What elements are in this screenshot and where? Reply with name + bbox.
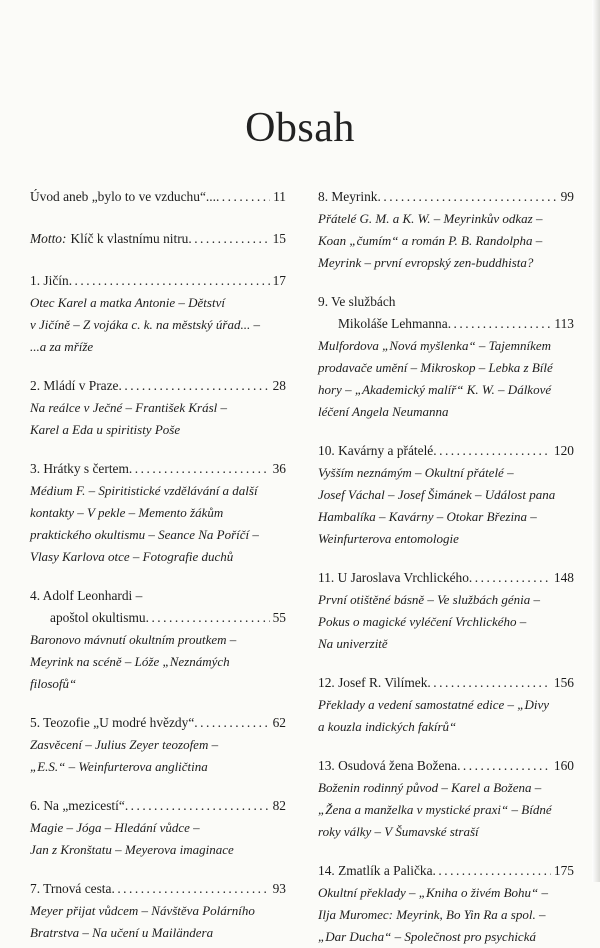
entry-subtopics: Okultní překlady – „Kniha o živém Bohu“ – bbox=[318, 885, 549, 900]
entry-title: 10. Kavárny a přátelé bbox=[318, 443, 434, 458]
entry-title-line bbox=[30, 795, 286, 817]
entry-subtopics: Boženin rodinný původ – Karel a Božena – bbox=[318, 780, 542, 795]
entry-title: 9. Ve službách bbox=[318, 294, 396, 309]
entry-subtopics: „Žena a manželka v mystické praxi“ – Bídné bbox=[318, 802, 552, 817]
page-number: 120 bbox=[553, 443, 574, 458]
entry-subtopics: ...a za mříže bbox=[30, 339, 94, 354]
toc-entry[interactable] bbox=[30, 270, 286, 358]
entry-title: Úvod aneb „bylo to ve vzduchu“... bbox=[30, 189, 216, 204]
entry-title-line bbox=[30, 712, 286, 734]
toc-entry[interactable] bbox=[30, 228, 286, 250]
dot-leader bbox=[433, 860, 551, 882]
entry-subtopics: filosofů“ bbox=[30, 676, 77, 691]
page-number: 55 bbox=[272, 610, 286, 625]
entry-subtopics: První otištěné básně – Ve službách génia – bbox=[318, 592, 541, 607]
entry-subtopics: Karel a Eda u spiritisty Poše bbox=[30, 422, 181, 437]
entry-subtopics: Koan „čumím“ a román P. B. Randolpha – bbox=[318, 233, 543, 248]
entry-title-line bbox=[318, 186, 574, 208]
page-number: 36 bbox=[272, 461, 286, 476]
page-number: 113 bbox=[554, 316, 574, 331]
page-number: 15 bbox=[272, 231, 286, 246]
entry-title: 5. Teozofie „U modré hvězdy“ bbox=[30, 715, 195, 730]
entry-title: 14. Zmatlík a Palička bbox=[318, 863, 433, 878]
entry-title: 8. Meyrink bbox=[318, 189, 378, 204]
page-number: 93 bbox=[272, 881, 286, 896]
entry-title-continued: Mikoláše Lehmanna bbox=[338, 316, 448, 331]
entry-title: 12. Josef R. Vilímek bbox=[318, 675, 428, 690]
entry-subtopics: Vyšším neznámým – Okultní přátelé – bbox=[318, 465, 514, 480]
entry-title-line bbox=[318, 440, 574, 462]
entry-title: 6. Na „mezicestí“ bbox=[30, 798, 125, 813]
dot-leader bbox=[427, 672, 550, 694]
entry-subtopics: Josef Váchal – Josef Šimánek – Událost pana bbox=[318, 487, 556, 502]
entry-subtopics: Médium F. – Spiritistické vzdělávání a další bbox=[30, 483, 258, 498]
dot-leader bbox=[448, 313, 552, 335]
entry-subtopics: roky války – V Šumavské straší bbox=[318, 824, 479, 839]
entry-subtopics: Ilja Muromec: Meyrink, Bo Yin Ra a spol. – bbox=[318, 907, 546, 922]
entry-title-line bbox=[318, 313, 574, 335]
entry-title-line bbox=[318, 672, 574, 694]
toc-entry[interactable] bbox=[30, 795, 286, 861]
toc-column-left bbox=[30, 186, 286, 944]
entry-title: 2. Mládí v Praze bbox=[30, 378, 119, 393]
entry-subtopics: kontakty – V pekle – Memento žákům bbox=[30, 505, 224, 520]
dot-leader bbox=[125, 795, 270, 817]
entry-subtopics: Meyer přijat vůdcem – Návštěva Polárního bbox=[30, 903, 255, 918]
entry-title-continued: apoštol okultismu bbox=[50, 610, 146, 625]
entry-title-line bbox=[30, 270, 286, 292]
entry-title: 13. Osudová žena Božena bbox=[318, 758, 458, 773]
page-number: 17 bbox=[272, 273, 286, 288]
dot-leader bbox=[457, 755, 551, 777]
entry-title: 1. Jičín bbox=[30, 273, 69, 288]
dot-leader bbox=[433, 440, 551, 462]
entry-subtopics: Hambalíka – Kavárny – Otokar Březina – bbox=[318, 509, 537, 524]
page-number: 175 bbox=[553, 863, 574, 878]
toc-entry[interactable] bbox=[318, 291, 574, 423]
dot-leader bbox=[129, 458, 270, 480]
entry-subtopics: Na reálce v Ječné – František Krásl – bbox=[30, 400, 227, 415]
entry-subtopics: Jan z Kronštatu – Meyerova imaginace bbox=[30, 842, 234, 857]
page-number: 156 bbox=[553, 675, 574, 690]
page-title: Obsah bbox=[245, 105, 355, 152]
entry-subtopics: Vlasy Karlova otce – Fotografie duchů bbox=[30, 549, 234, 564]
page-number: 160 bbox=[553, 758, 574, 773]
entry-subtopics: prodavače umění – Mikroskop – Lebka z Bílé bbox=[318, 360, 553, 375]
toc-entry[interactable] bbox=[30, 458, 286, 568]
toc-entry[interactable] bbox=[30, 878, 286, 944]
page-number: 62 bbox=[272, 715, 286, 730]
toc-entry[interactable] bbox=[30, 186, 286, 208]
dot-leader bbox=[216, 186, 270, 208]
entry-subtopics: Bratrstva – Na učení u Mailändera bbox=[30, 925, 214, 940]
dot-leader bbox=[378, 186, 558, 208]
toc-entry[interactable] bbox=[30, 585, 286, 695]
entry-subtopics: Mulfordova „Nová myšlenka“ – Tajemníkem bbox=[318, 338, 552, 353]
entry-subtopics: Baronovo mávnutí okultním proutkem – bbox=[30, 632, 237, 647]
entry-subtopics: „Dar Ducha“ – Společnost pro psychická bbox=[318, 929, 536, 944]
entry-subtopics: Na univerzitě bbox=[318, 636, 388, 651]
motto-label: Motto: bbox=[30, 231, 67, 246]
entry-title-line bbox=[318, 755, 574, 777]
entry-subtopics: hory – „Akademický malíř“ K. W. – Dálkové bbox=[318, 382, 552, 397]
entry-subtopics: Pokus o magické vyléčení Vrchlického – bbox=[318, 614, 527, 629]
dot-leader bbox=[119, 375, 270, 397]
page-number: 99 bbox=[560, 189, 574, 204]
entry-subtopics: Meyrink na scéně – Lóže „Neznámých bbox=[30, 654, 230, 669]
entry-subtopics: Přátelé G. M. a K. W. – Meyrinkův odkaz – bbox=[318, 211, 543, 226]
entry-subtopics: „E.S.“ – Weinfurterova angličtina bbox=[30, 759, 208, 774]
toc-entry[interactable] bbox=[318, 860, 574, 948]
toc-column-right bbox=[318, 186, 574, 948]
entry-subtopics: v Jičíně – Z vojáka c. k. na městský úřad... – bbox=[30, 317, 260, 332]
toc-entry[interactable] bbox=[30, 375, 286, 441]
toc-entry[interactable] bbox=[30, 712, 286, 778]
entry-title-line bbox=[30, 228, 286, 250]
toc-entry[interactable] bbox=[318, 567, 574, 655]
entry-subtopics: Meyrink – první evropský zen-buddhista? bbox=[318, 255, 534, 270]
dot-leader bbox=[469, 567, 551, 589]
entry-subtopics: Weinfurterova entomologie bbox=[318, 531, 459, 546]
entry-subtopics: Magie – Jóga – Hledání vůdce – bbox=[30, 820, 200, 835]
dot-leader bbox=[194, 712, 269, 734]
page-number: 148 bbox=[553, 570, 574, 585]
entry-title-line bbox=[318, 567, 574, 589]
page-number: 82 bbox=[272, 798, 286, 813]
toc-entry[interactable] bbox=[318, 755, 574, 843]
entry-subtopics: praktického okultismu – Seance Na Poříčí – bbox=[30, 527, 259, 542]
entry-title-line bbox=[30, 458, 286, 480]
entry-title: 7. Trnová cesta bbox=[30, 881, 112, 896]
entry-title: 4. Adolf Leonhardi – bbox=[30, 588, 143, 603]
dot-leader bbox=[111, 878, 269, 900]
entry-subtopics: a kouzla indických fakírů“ bbox=[318, 719, 457, 734]
entry-title-line bbox=[30, 186, 286, 208]
entry-title-line bbox=[30, 878, 286, 900]
toc-entry[interactable] bbox=[318, 186, 574, 274]
toc-entry[interactable] bbox=[318, 672, 574, 738]
page-number: 28 bbox=[272, 378, 286, 393]
entry-title: 11. U Jaroslava Vrchlického bbox=[318, 570, 469, 585]
dot-leader bbox=[69, 270, 270, 292]
entry-title-line bbox=[30, 607, 286, 629]
page-number: 11 bbox=[273, 189, 286, 204]
entry-title-line bbox=[318, 860, 574, 882]
entry-subtopics: Zasvěcení – Julius Zeyer teozofem – bbox=[30, 737, 219, 752]
entry-title: 3. Hrátky s čertem bbox=[30, 461, 129, 476]
dot-leader bbox=[146, 607, 270, 629]
entry-title-line bbox=[30, 375, 286, 397]
entry-subtopics: Překlady a vedení samostatné edice – „Divy bbox=[318, 697, 550, 712]
entry-subtopics: Otec Karel a matka Antonie – Dětství bbox=[30, 295, 225, 310]
entry-title: Klíč k vlastnímu nitru bbox=[70, 231, 189, 246]
dot-leader bbox=[188, 228, 269, 250]
toc-entry[interactable] bbox=[318, 440, 574, 550]
entry-subtopics: léčení Angela Neumanna bbox=[318, 404, 449, 419]
